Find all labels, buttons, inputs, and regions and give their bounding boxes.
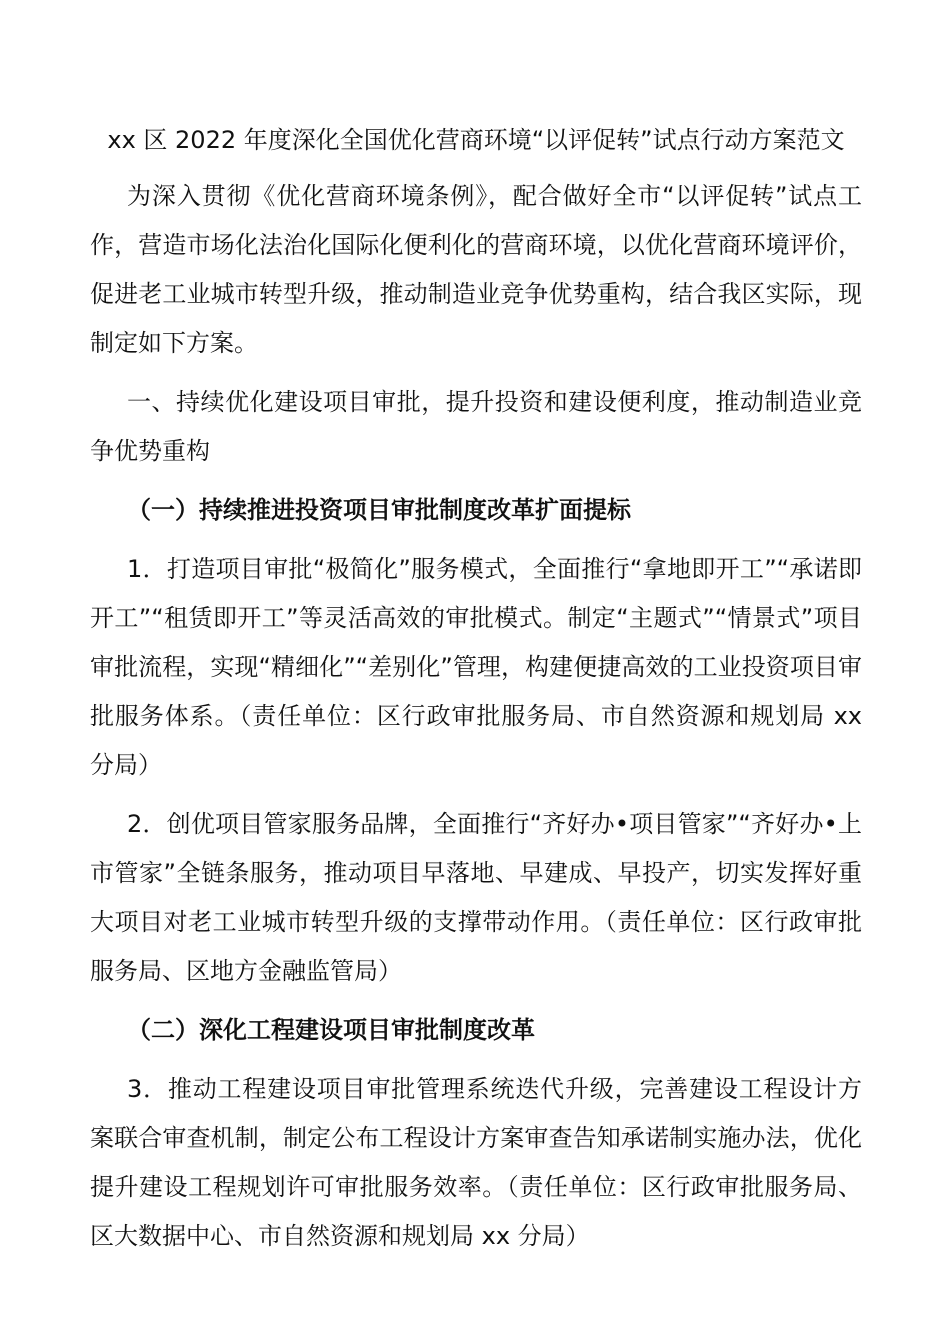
subsection-2-heading: （二）深化工程建设项目审批制度改革 (127, 1016, 535, 1044)
item-3-paragraph: 3．推动工程建设项目审批管理系统迭代升级，完善建设工程设计方案联合审查机制，制定公布工程设计方案审查告知承诺制实施办法，优化提升建设工程规划许可审批服务效率。（责任单位：区行政审批服务局、区大数据中心、市自然资源和规划局 xx 分局） (90, 1075, 862, 1250)
section-1-heading: 一、持续优化建设项目审批，提升投资和建设便利度，推动制造业竞争优势重构 (90, 388, 862, 465)
document-body (90, 118, 862, 1271)
document-title: xx 区 2022 年度深化全国优化营商环境“以评促转”试点行动方案范文 (107, 126, 845, 154)
item-1-paragraph: 1．打造项目审批“极简化”服务模式，全面推行“拿地即开工”“承诺即开工”“租赁即开工”等灵活高效的审批模式。制定“主题式”“情景式”项目审批流程，实现“精细化”“差别化”管理，构建便捷高效的工业投资项目审批服务体系。（责任单位：区行政审批服务局、市自然资源和规划局 xx 分局） (90, 555, 862, 779)
item-2-paragraph: 2．创优项目管家服务品牌，全面推行“齐好办•项目管家”“齐好办•上市管家”全链条服务，推动项目早落地、早建成、早投产，切实发挥好重大项目对老工业城市转型升级的支撑带动作用。（责任单位：区行政审批服务局、区地方金融监管局） (90, 810, 862, 985)
intro-paragraph: 为深入贯彻《优化营商环境条例》，配合做好全市“以评促转”试点工作，营造市场化法治化国际化便利化的营商环境，以优化营商环境评价，促进老工业城市转型升级，推动制造业竞争优势重构，结合我区实际，现制定如下方案。 (90, 182, 862, 357)
subsection-1-heading: （一）持续推进投资项目审批制度改革扩面提标 (127, 496, 631, 524)
